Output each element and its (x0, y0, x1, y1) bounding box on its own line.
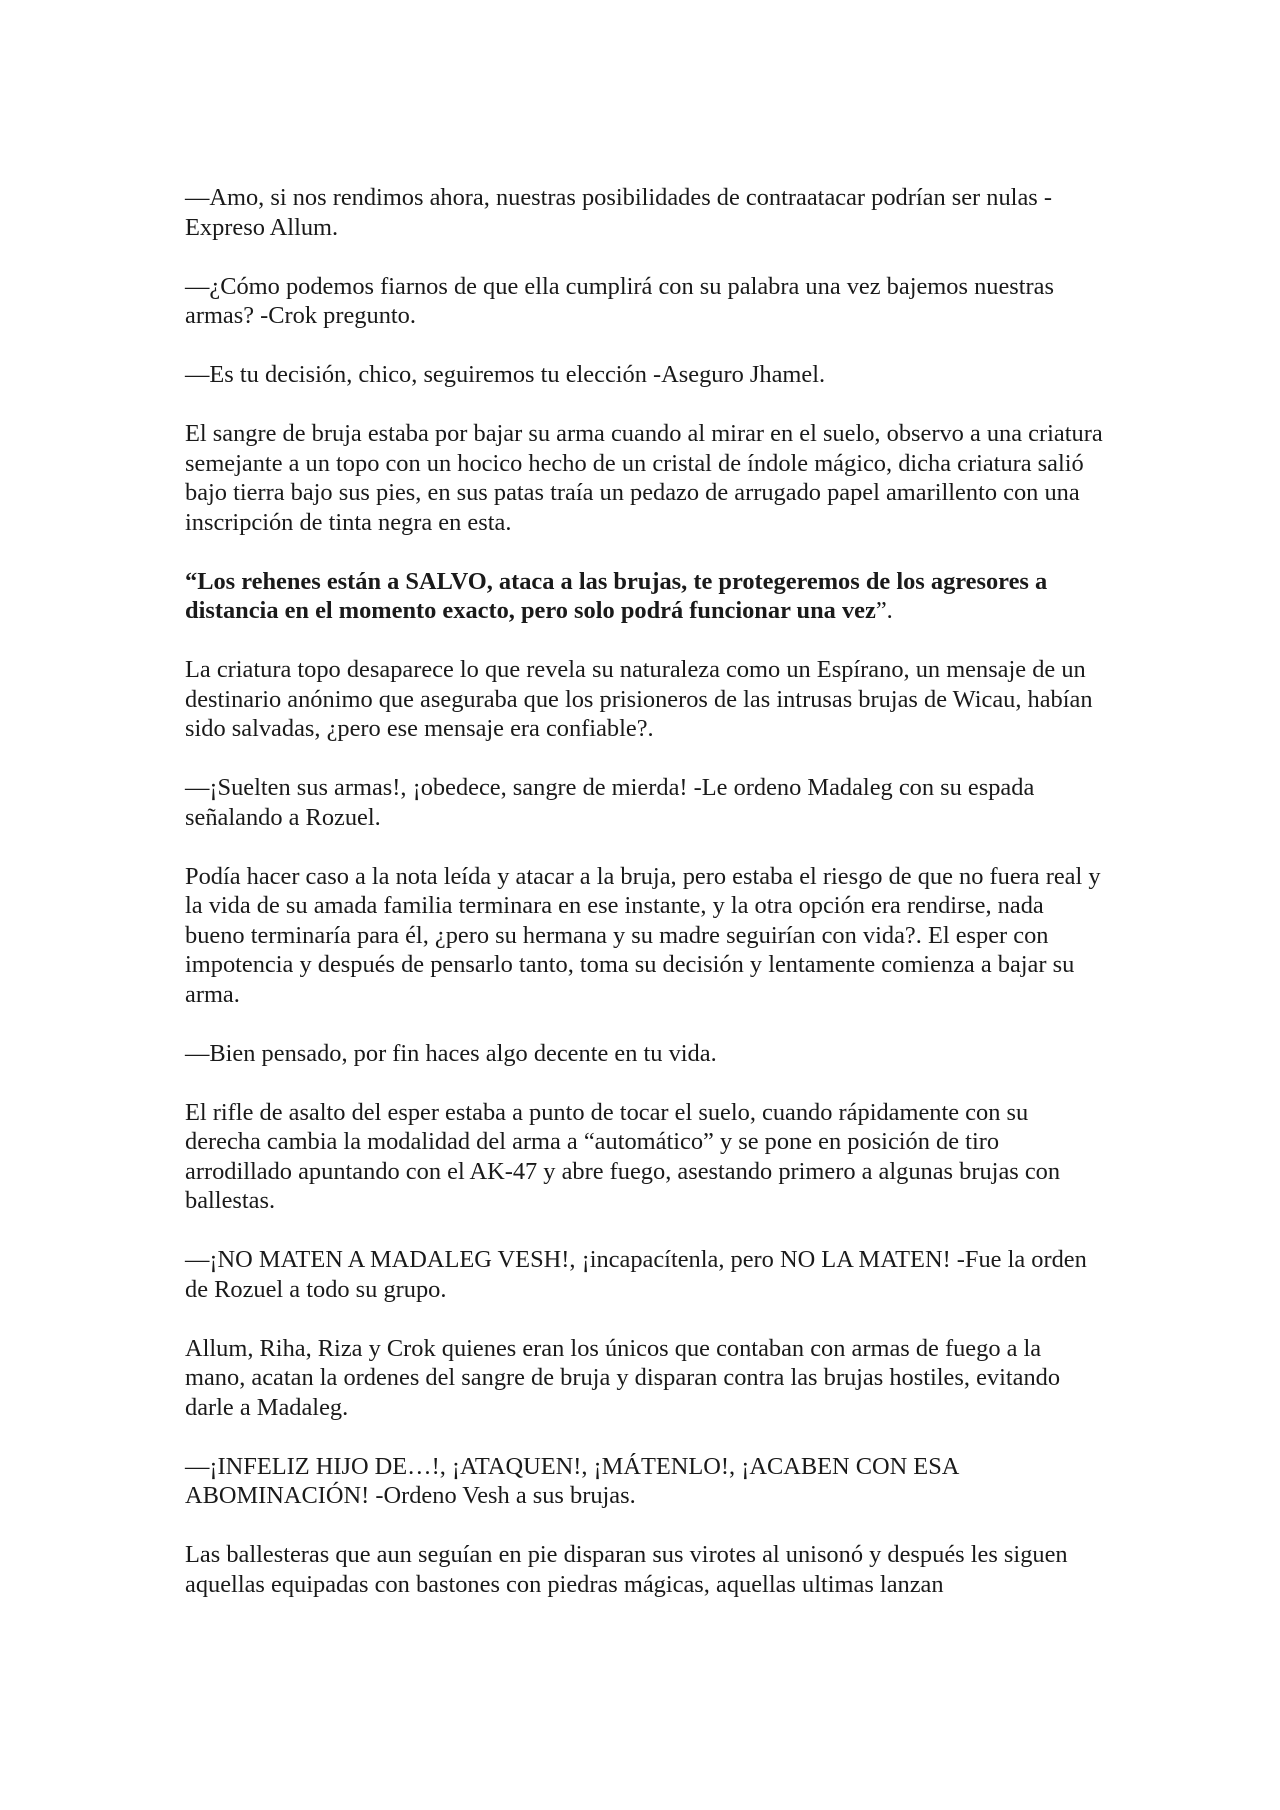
paragraph: El rifle de asalto del esper estaba a punto de tocar el suelo, cuando rápidamente con su derecha cambia la modalidad del arma a “automático” y se pone en posición de tiro arrodillado apuntando con el AK-47 y abre fuego, asestando primero a algunas brujas con ballestas. (185, 1098, 1061, 1214)
paragraph: —¿Cómo podemos fiarnos de que ella cumplirá con su palabra una vez bajemos nuestras armas? -Crok pregunto. (185, 272, 1054, 329)
note-paragraph (185, 567, 1105, 626)
note-closing: ”. (875, 597, 893, 624)
paragraph: —Bien pensado, por fin haces algo decente en tu vida. (185, 1039, 717, 1067)
paragraph: —¡NO MATEN A MADALEG VESH!, ¡incapacítenla, pero NO LA MATEN! -Fue la orden de Rozuel a todo su grupo. (185, 1246, 1087, 1303)
paragraph: —Amo, si nos rendimos ahora, nuestras posibilidades de contraatacar podrían ser nulas -Expreso Allum. (185, 184, 1052, 241)
paragraph: El sangre de bruja estaba por bajar su arma cuando al mirar en el suelo, observo a una criatura semejante a un topo con un hocico hecho de un cristal de índole mágico, dicha criatura salió bajo tierra bajo sus pies, en sus patas traía un pedazo de arrugado papel amarillento con una inscripción de tinta negra en esta. (185, 420, 1103, 536)
note-bold-text: “Los rehenes están a SALVO, ataca a las brujas, te protegeremos de los agresores a distancia en el momento exacto, pero solo podrá funcionar una vez (185, 567, 1048, 624)
paragraph: —¡Suelten sus armas!, ¡obedece, sangre de mierda! -Le ordeno Madaleg con su espada señalando a Rozuel. (185, 774, 1035, 831)
document-page (185, 183, 1105, 1629)
paragraph: Allum, Riha, Riza y Crok quienes eran los únicos que contaban con armas de fuego a la mano, acatan la ordenes del sangre de bruja y disparan contra las brujas hostiles, evitando darle a Madaleg. (185, 1334, 1061, 1421)
paragraph: —Es tu decisión, chico, seguiremos tu elección -Aseguro Jhamel. (185, 361, 826, 388)
paragraph: Podía hacer caso a la nota leída y atacar a la bruja, pero estaba el riesgo de que no fuera real y la vida de su amada familia terminara en ese instante, y la otra opción era rendirse, nada bueno terminaría para él, ¿pero su hermana y su madre seguirían con vida?. El esper con impotencia y después de pensarlo tanto, toma su decisión y lentamente comienza a bajar su arma. (185, 862, 1101, 1008)
paragraph: La criatura topo desaparece lo que revela su naturaleza como un Espírano, un mensaje de un destinario anónimo que aseguraba que los prisioneros de las intrusas brujas de Wicau, habían sido salvadas, ¿pero ese mensaje era confiable?. (185, 656, 1093, 742)
paragraph: Las ballesteras que aun seguían en pie disparan sus virotes al unisonó y después les siguen aquellas equipadas con bastones con piedras mágicas, aquellas ultimas lanzan (185, 1541, 1068, 1598)
paragraph: —¡INFELIZ HIJO DE…!, ¡ATAQUEN!, ¡MÁTENLO!, ¡ACABEN CON ESA ABOMINACIÓN! -Ordeno Vesh a sus brujas. (185, 1452, 959, 1509)
